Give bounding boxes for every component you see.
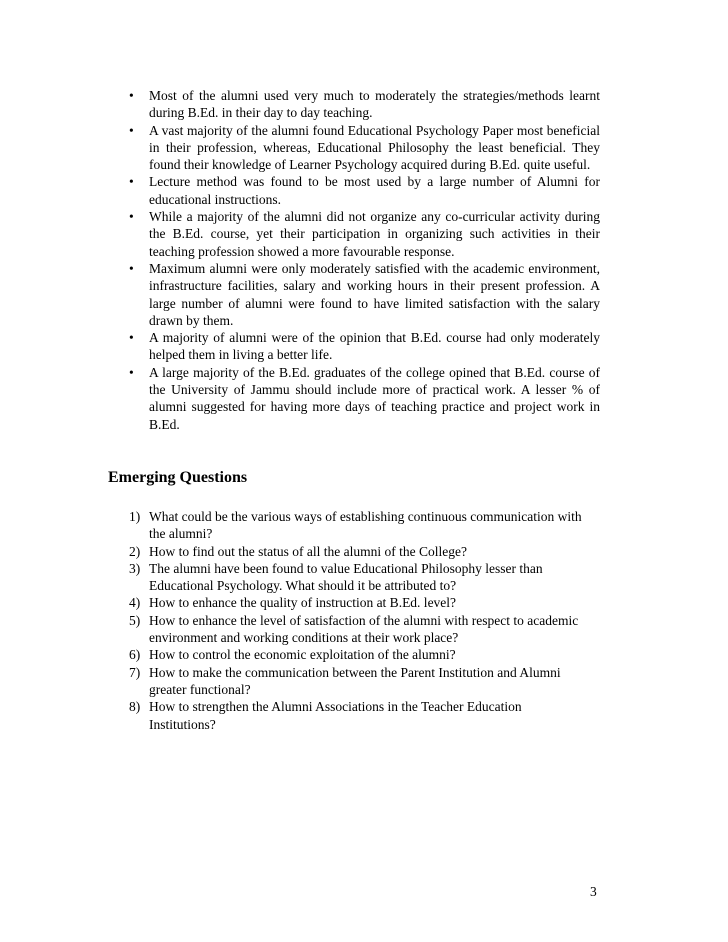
question-text: How to enhance the level of satisfaction of the alumni with respect to academic environment and working conditions at their work place?: [149, 612, 579, 646]
bullet-icon: •: [129, 122, 134, 138]
question-text: How to make the communication between the Parent Institution and Alumni greater functional?: [149, 664, 561, 697]
list-item: [118, 122, 600, 174]
question-number: 4): [129, 595, 141, 611]
section-heading: Emerging Questions: [108, 469, 248, 486]
finding-text: Lecture method was found to be most used by a large number of Alumni for educational instructions.: [149, 174, 600, 207]
bullet-icon: •: [129, 209, 134, 225]
question-text: How to control the economic exploitation of the alumni?: [149, 647, 456, 663]
bullet-icon: •: [129, 364, 134, 380]
question-text: What could be the various ways of establishing continuous communication with the alumni?: [149, 509, 582, 542]
question-text: The alumni have been found to value Educational Philosophy lesser than Educational Psychology. What should it be attributed to?: [149, 560, 543, 594]
page-number: 3: [590, 884, 597, 899]
question-number: 6): [129, 647, 141, 663]
list-item: [118, 560, 588, 595]
bullet-icon: •: [129, 88, 134, 103]
question-text: How to enhance the quality of instruction at B.Ed. level?: [149, 595, 457, 611]
question-text: How to find out the status of all the alumni of the College?: [149, 543, 467, 559]
list-item: [118, 594, 588, 611]
finding-text: While a majority of the alumni did not organize any co-curricular activity during the B.Ed. course, yet their participation in organizing such activities in their teaching profession showed a more favourable response.: [149, 209, 600, 259]
list-item: [118, 508, 588, 543]
list-item: [118, 364, 600, 433]
question-number: 3): [129, 560, 141, 576]
question-number: 8): [129, 699, 141, 715]
bullet-icon: •: [129, 174, 134, 190]
findings-list: [118, 87, 600, 433]
list-item: [118, 646, 588, 663]
finding-text: A majority of alumni were of the opinion that B.Ed. course had only moderately helped them in living a better life.: [149, 330, 600, 363]
question-text: How to strengthen the Alumni Associations in the Teacher Education Institutions?: [149, 699, 522, 732]
question-number: 5): [129, 612, 141, 628]
list-item: [118, 260, 600, 329]
bullet-icon: •: [129, 260, 134, 276]
bullet-icon: •: [129, 330, 134, 346]
list-item: [118, 173, 600, 208]
list-item: [118, 87, 600, 122]
question-number: 1): [129, 509, 141, 524]
list-item: [118, 543, 588, 560]
finding-text: A large majority of the B.Ed. graduates of the college opined that B.Ed. course of the University of Jammu should include more of practical work. A lesser % of alumni suggested for having more days of teaching practice and project work in B.Ed.: [149, 364, 600, 432]
list-item: [118, 208, 600, 260]
list-item: [118, 698, 588, 733]
finding-text: Most of the alumni used very much to moderately the strategies/methods learnt during B.Ed. in their day to day teaching.: [149, 88, 600, 121]
list-item: [118, 329, 600, 364]
list-item: [118, 664, 588, 699]
list-item: [118, 612, 588, 647]
questions-list: [118, 508, 588, 733]
question-number: 7): [129, 664, 141, 680]
finding-text: A vast majority of the alumni found Educational Psychology Paper most beneficial in their profession, whereas, Educational Philosophy the least beneficial. They found their knowledge of Learner Psychology acquired during B.Ed. quite useful.: [149, 122, 600, 173]
finding-text: Maximum alumni were only moderately satisfied with the academic environment, infrastructure facilities, salary and working hours in their present profession. A large number of alumni were found to have limited satisfaction with the salary drawn by them.: [149, 260, 600, 328]
question-number: 2): [129, 543, 141, 559]
